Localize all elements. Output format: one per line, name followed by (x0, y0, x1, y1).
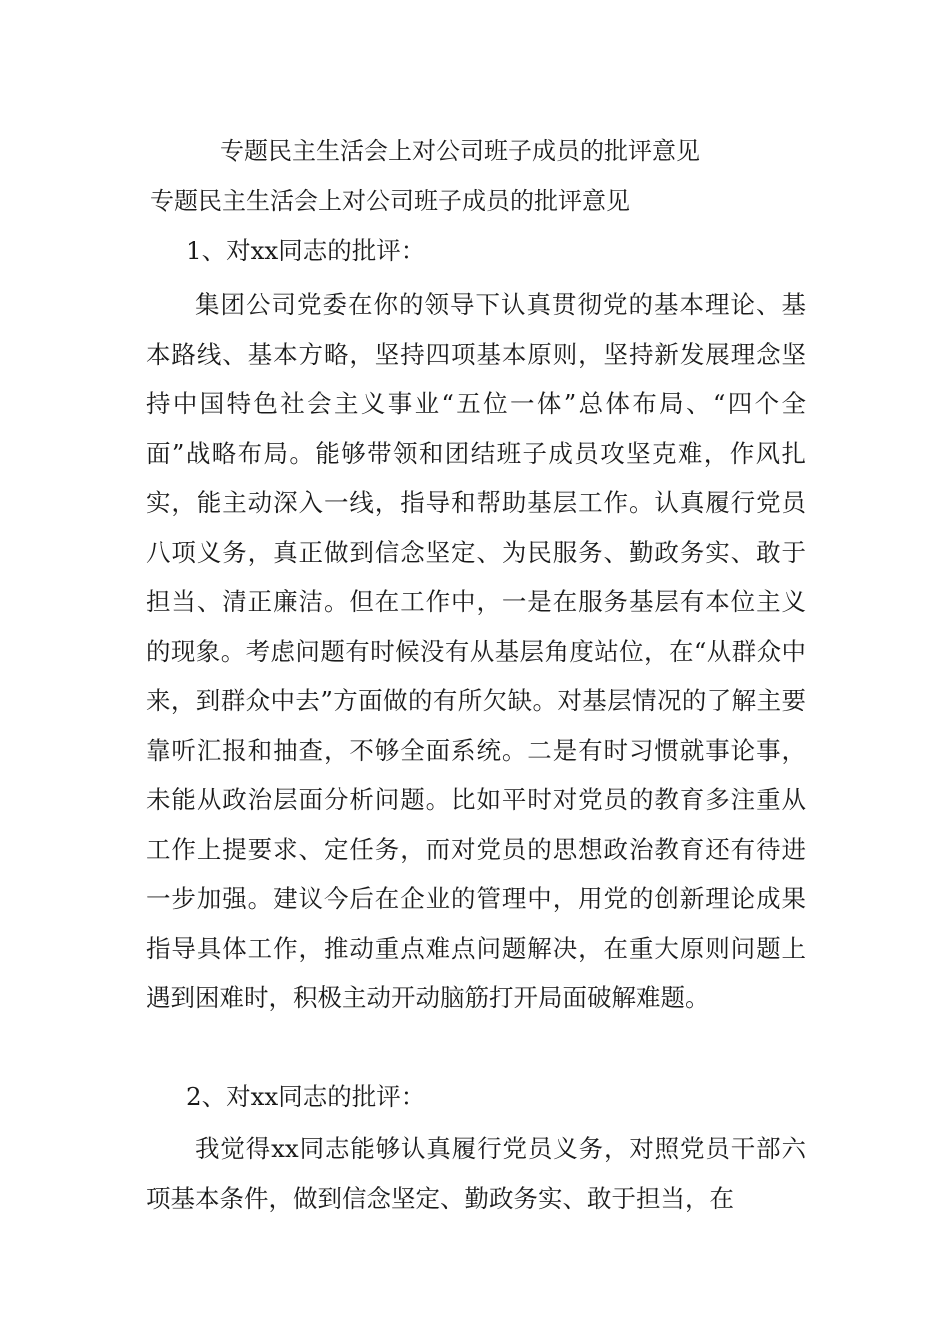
section-1-body: 集团公司党委在你的领导下认真贯彻党的基本理论、基本路线、基本方略，坚持四项基本原则，坚持新发展理念坚持中国特色社会主义事业“五位一体”总体布局、“四个全面”战略布局。能够带领和团结班子成员攻坚克难，作风扎实，能主动深入一线，指导和帮助基层工作。认真履行党员八项义务，真正做到信念坚定、为民服务、勤政务实、敢于担当、清正廉洁。但在工作中，一是在服务基层有本位主义的现象。考虑问题有时候没有从基层角度站位，在“从群众中来，到群众中去”方面做的有所欠缺。对基层情况的了解主要靠听汇报和抽查，不够全面系统。二是有时习惯就事论事，未能从政治层面分析问题。比如平时对党员的教育多注重从工作上提要求、定任务，而对党员的思想政治教育还有待进一步加强。建议今后在企业的管理中，用党的创新理论成果指导具体工作，推动重点难点问题解决，在重大原则问题上遇到困难时，积极主动开动脑筋打开局面破解难题。 (146, 290, 806, 1012)
section-2-heading: 2、对xx同志的批评： (186, 1082, 426, 1111)
document-subtitle: 专题民主生活会上对公司班子成员的批评意见 (150, 187, 630, 215)
section-2-body: 我觉得xx同志能够认真履行党员义务，对照党员干部六项基本条件，做到信念坚定、勤政务实、敢于担当，在 (146, 1134, 806, 1213)
document-title: 专题民主生活会上对公司班子成员的批评意见 (220, 137, 700, 165)
section-1-heading: 1、对xx同志的批评： (186, 236, 426, 265)
